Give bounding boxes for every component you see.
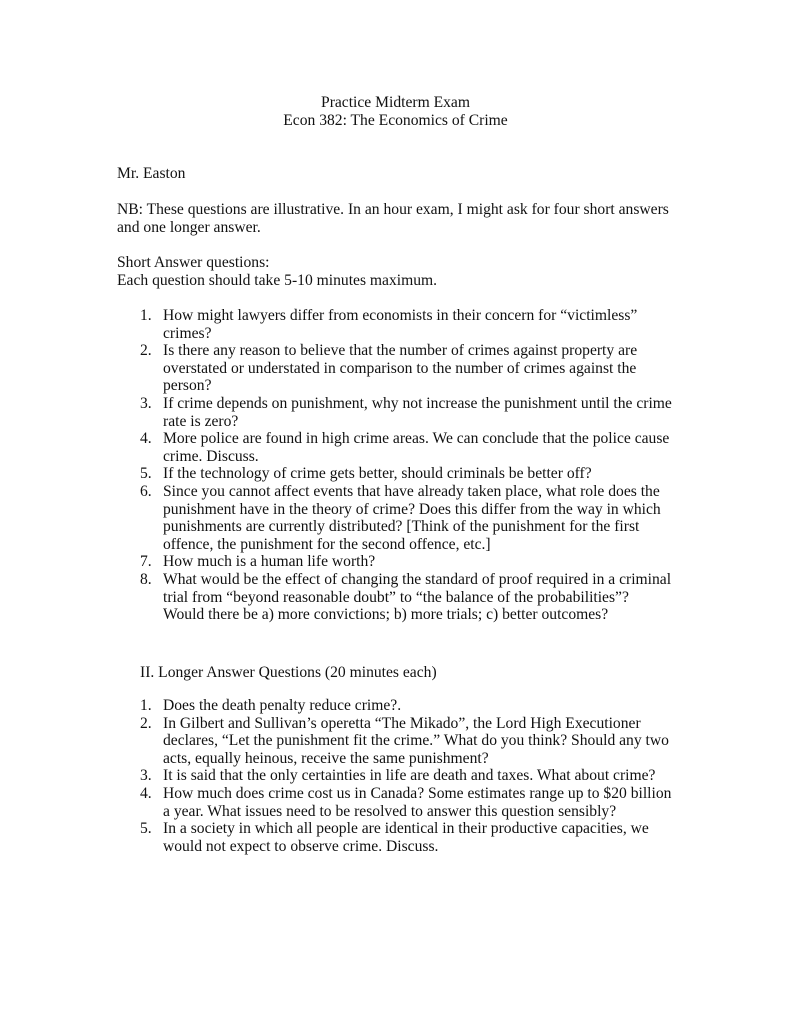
question-number: 2. [140, 714, 152, 732]
long-answer-header [140, 664, 700, 682]
long-answer-question-4 [117, 785, 683, 820]
question-text-line: crime. Discuss. [163, 447, 259, 465]
question-number: 6. [140, 482, 152, 500]
question-text-line: Does the death penalty reduce crime?. [163, 697, 402, 714]
question-text-line: How much does crime cost us in Canada? Some estimates range up to $20 billion [163, 784, 672, 802]
question-text-line: person? [163, 377, 212, 395]
question-number: 1. [140, 307, 152, 324]
question-number: 5. [140, 465, 152, 483]
question-number: 3. [140, 767, 152, 785]
question-number: 3. [140, 394, 152, 412]
short-answer-section [117, 307, 677, 624]
question-text-line: a year. What issues need to be resolved to answer this question sensibly? [163, 802, 617, 820]
short-answer-heading: Short Answer questions: [117, 254, 270, 271]
question-number: 4. [140, 430, 152, 448]
short-answer-header [117, 254, 677, 289]
question-text-line: offence, the punishment for the second offence, etc.] [163, 535, 491, 553]
question-text-line: acts, equally heinous, receive the same punishment? [163, 749, 489, 767]
instructor-name [117, 165, 677, 183]
instructor-text: Mr. Easton [117, 165, 186, 182]
question-text-line: How much is a human life worth? [163, 553, 376, 571]
exam-title-line-1: Practice Midterm Exam [321, 94, 470, 111]
short-answer-question-5 [117, 465, 683, 483]
question-text-line: overstated or understated in comparison to the number of crimes against the [163, 359, 637, 377]
question-text-line: If crime depends on punishment, why not increase the punishment until the crime [163, 394, 672, 412]
question-text-line: It is said that the only certainties in life are death and taxes. What about crime? [163, 767, 656, 785]
short-answer-instruction: Each question should take 5-10 minutes maximum. [117, 271, 438, 289]
long-answer-question-1 [117, 697, 683, 715]
question-number: 5. [140, 820, 152, 838]
question-number: 1. [140, 697, 152, 714]
question-text-line: Would there be a) more convictions; b) more trials; c) better outcomes? [163, 606, 609, 624]
question-text-line: would not expect to observe crime. Discuss. [163, 837, 439, 855]
short-answer-question-6 [117, 483, 683, 553]
question-text-line: trial from “beyond reasonable doubt” to “the balance of the probabilities”? [163, 588, 629, 606]
question-number: 7. [140, 553, 152, 571]
exam-title [0, 94, 791, 129]
exam-title-line-2: Econ 382: The Economics of Crime [283, 111, 508, 129]
question-text-line: punishment have in the theory of crime? Does this differ from the way in which [163, 500, 661, 518]
question-text-line: Is there any reason to believe that the number of crimes against property are [163, 342, 638, 360]
note-line-2: and one longer answer. [117, 218, 261, 236]
question-text-line: declares, “Let the punishment fit the crime.” What do you think? Should any two [163, 732, 669, 750]
question-text-line: If the technology of crime gets better, should criminals be better off? [163, 465, 592, 483]
question-text-line: In Gilbert and Sullivan’s operetta “The Mikado”, the Lord High Executioner [163, 714, 641, 732]
long-answer-question-3 [117, 767, 683, 785]
question-text-line: rate is zero? [163, 412, 239, 430]
short-answer-question-2 [117, 342, 683, 395]
long-answer-question-5 [117, 820, 683, 855]
question-text-line: punishments are currently distributed? [Think of the punishment for the first [163, 518, 640, 536]
question-text-line: What would be the effect of changing the standard of proof required in a criminal [163, 570, 672, 588]
question-text-line: crimes? [163, 324, 212, 342]
long-answer-list [117, 697, 677, 855]
long-answer-question-2 [117, 715, 683, 768]
short-answer-question-3 [117, 395, 683, 430]
exam-note [117, 201, 677, 236]
short-answer-list [117, 307, 677, 624]
long-answer-heading: II. Longer Answer Questions (20 minutes each) [140, 664, 437, 681]
short-answer-question-1 [117, 307, 683, 342]
question-text-line: In a society in which all people are identical in their productive capacities, we [163, 820, 649, 838]
question-text-line: More police are found in high crime areas. We can conclude that the police cause [163, 430, 670, 448]
long-answer-section [117, 697, 677, 855]
short-answer-question-7 [117, 553, 683, 571]
short-answer-question-4 [117, 430, 683, 465]
note-line-1: NB: These questions are illustrative. In an hour exam, I might ask for four short answers [117, 201, 669, 218]
question-text-line: Since you cannot affect events that have already taken place, what role does the [163, 482, 660, 500]
question-number: 8. [140, 570, 152, 588]
question-number: 2. [140, 342, 152, 360]
question-number: 4. [140, 784, 152, 802]
short-answer-question-8 [117, 571, 683, 624]
question-text-line: How might lawyers differ from economists in their concern for “victimless” [163, 307, 638, 324]
